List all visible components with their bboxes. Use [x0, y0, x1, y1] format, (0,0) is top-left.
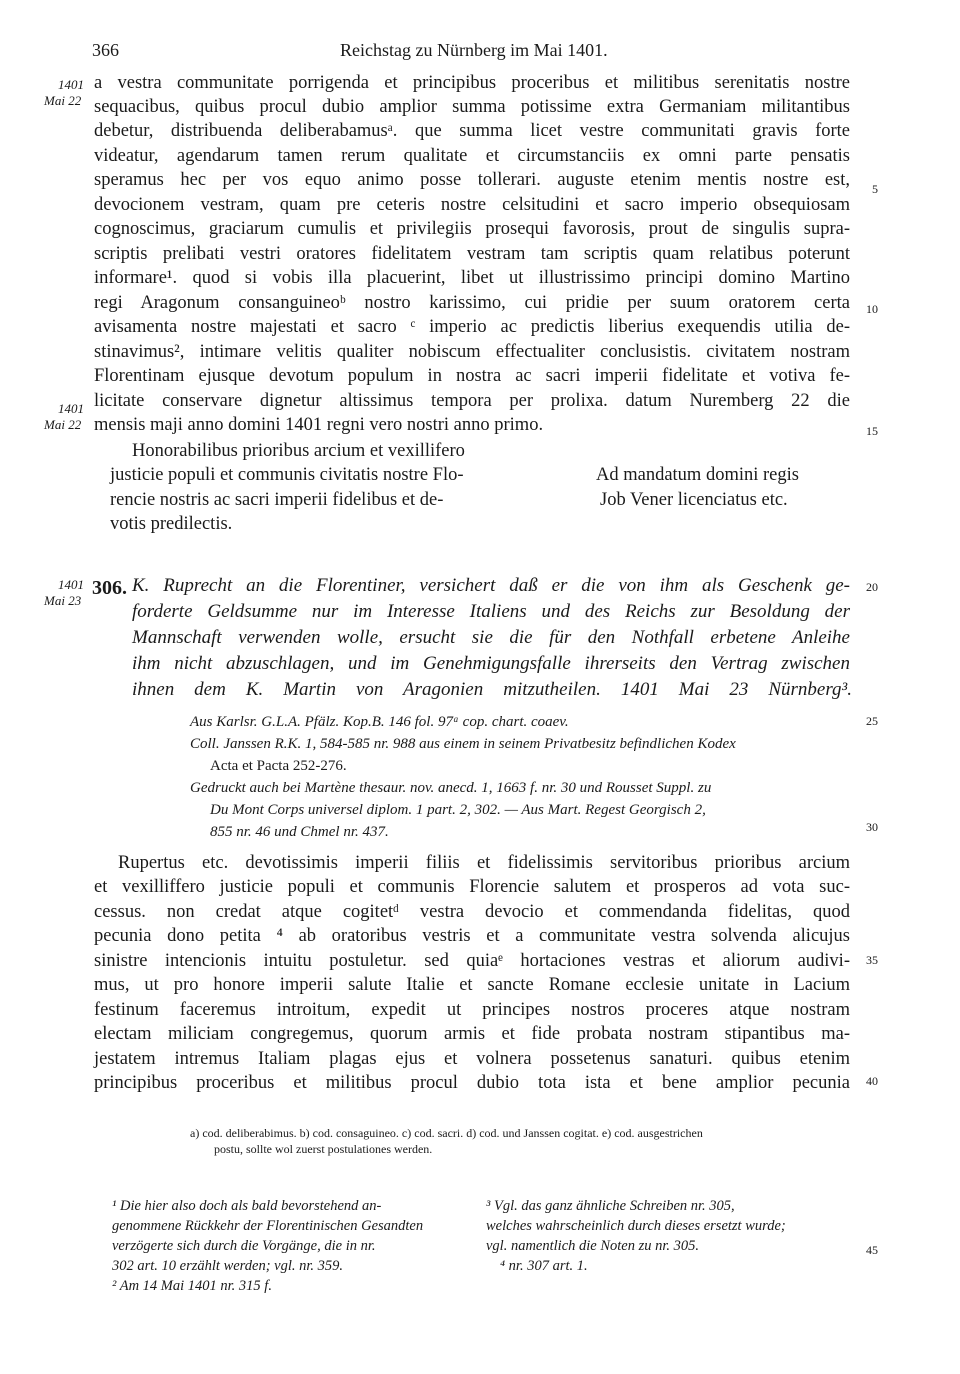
document-number: 306.: [92, 577, 127, 599]
regest-line: ihnen dem K. Martin von Aragonien mitzutheilen. 1401 Mai 23 Nürnberg³.: [132, 679, 852, 700]
regest-line: ihm nicht abzuschlagen, und im Genehmigungsfalle ihrerseits den Vertrag zwischen: [132, 653, 850, 674]
letter-line: mus, ut pro honore imperii salute Italie et sancte Romane ecclesie unitate in Lacium: [94, 975, 850, 995]
source-line: Coll. Janssen R.K. 1, 584-585 nr. 988 aus einem in seinem Privatbesitz befindlichen Kodex: [190, 736, 736, 752]
address-line: Honorabilibus prioribus arcium et vexillifero: [132, 441, 465, 461]
letter-line: informare¹. quod si vobis illa placuerint, libet ut illustrissimo principi domino Martino: [94, 268, 850, 288]
letter-line: cessus. non credat atque cogitetᵈ vestra devocio et commendanda fidelitas, quod: [94, 902, 850, 922]
address-line: justicie populi et communis civitatis nostre Flo-: [110, 465, 464, 485]
line-number: 15: [866, 424, 878, 438]
letter-line: electam miliciam congregemus, quorum armis et fide probata nostram stipantibus ma-: [94, 1024, 850, 1044]
letter-line: avisamenta nostre majestati et sacro ᶜ imperio ac predictis liberius exequendis utilia de-: [94, 317, 850, 337]
source-line: Aus Karlsr. G.L.A. Pfälz. Kop.B. 146 fol. 97ᵃ cop. chart. coaev.: [190, 714, 569, 730]
address-line: rencie nostris ac sacri imperii fidelibus et de-: [110, 490, 444, 510]
letter-line: regi Aragonum consanguineoᵇ nostro karissimo, cui pridie per suum oratorem certa: [94, 293, 850, 313]
margin-year: 1401: [58, 401, 84, 416]
letter-line: et vexilliffero justicie populi et communis Florencie salutem et prosperos ad vota suc-: [94, 877, 850, 897]
regest-line: K. Ruprecht an die Florentiner, versichert daß er die von ihm als Geschenk ge-: [132, 575, 850, 596]
line-number: 45: [866, 1243, 878, 1257]
footnote-line: genommene Rückkehr der Florentinischen Gesandten: [112, 1218, 424, 1234]
footnote-line: ¹ Die hier also doch als bald bevorstehend an-: [112, 1198, 382, 1214]
letter-line: principibus proceribus et militibus procul dubio tota ista et bene amplior pecunia: [94, 1073, 850, 1093]
footnote-line: verzögerte sich durch die Vorgänge, die in nr.: [112, 1238, 376, 1254]
margin-day: Mai 22: [44, 93, 82, 108]
letter-line: scriptis prelibati vestri oratores fidelitatem vestram tam scriptis quam relatibus poterunt: [94, 244, 850, 264]
letter-line: Florentinam ejusque devotum populum in nostra ac sacri imperii fidelitate et votiva fe-: [94, 366, 850, 386]
regest-line: Mannschaft verwenden wolle, ersucht sie die für den Nothfall erbetene Anleihe: [132, 627, 850, 648]
letter-line: stinavimus², intimare velitis qualiter nobiscum effectualiter conclusistis. civitatem nostram: [94, 342, 850, 362]
page-number: 366: [92, 40, 119, 60]
source-line: Du Mont Corps universel diplom. 1 part. 2, 302. — Aus Mart. Regest Georgisch 2,: [210, 802, 706, 818]
letter-line: debetur, distribuenda deliberabamusᵃ. que summa licet vestre communitati gravis forte: [94, 121, 850, 141]
source-line: 855 nr. 46 und Chmel nr. 437.: [210, 824, 389, 840]
annotation-line: a) cod. deliberabimus. b) cod. consaguineo. c) cod. sacri. d) cod. und Janssen cogitat. e) cod. ausgestrichen: [190, 1126, 703, 1140]
running-title: Reichstag zu Nürnberg im Mai 1401.: [340, 40, 608, 60]
letter-line: devocionem vestram, quam pre ceteris nostre celsitudini et sacro imperio obsequiosam: [94, 195, 850, 215]
margin-year: 1401: [58, 77, 84, 92]
letter-line: festinum faceremus introitum, expedit ut principes nostros proceres atque nostram: [94, 1000, 850, 1020]
footnote-line: vgl. namentlich die Noten zu nr. 305.: [486, 1238, 700, 1254]
mandate-line: Ad mandatum domini regis: [596, 465, 799, 485]
margin-day: Mai 22: [44, 417, 82, 432]
footnote-line: 302 art. 10 erzählt werden; vgl. nr. 359.: [112, 1258, 344, 1274]
line-number: 30: [866, 820, 878, 834]
address-line: votis predilectis.: [110, 514, 233, 534]
line-number: 20: [866, 580, 878, 594]
source-line: Acta et Pacta 252-276.: [210, 758, 347, 774]
letter-line: cognoscimus, graciarum cumulis et privilegiis prosequi favorosis, prout de singulis supra-: [94, 219, 850, 239]
footnote-line: ³ Vgl. das ganz ähnliche Schreiben nr. 305,: [486, 1198, 735, 1214]
regest-line: forderte Geldsumme nur im Interesse Italiens und des Reichs zur Besoldung der: [132, 601, 850, 622]
margin-day: Mai 23: [44, 593, 82, 608]
line-number: 35: [866, 953, 878, 967]
line-number: 40: [866, 1074, 878, 1088]
line-number: 25: [866, 714, 878, 728]
letter-line: sequacibus, quibus procul dubio amplior summa potissime extra Germaniam militantibus: [94, 97, 850, 117]
footnote-line: welches wahrscheinlich durch dieses ersetzt wurde;: [486, 1218, 786, 1234]
letter-line: speramus hec per vos equo animo posse tollerari. auguste etenim mentis nostre est,: [94, 170, 850, 190]
letter-line: sinistre intencionis intuitu postuletur. sed quiaᵉ hortaciones vestras et aliorum audivi-: [94, 951, 850, 971]
annotation-line: postu, sollte wol zuerst postulationes werden.: [214, 1142, 433, 1156]
letter-line: Rupertus etc. devotissimis imperii filiis et fidelissimis servitoribus prioribus arcium: [118, 853, 850, 873]
source-line: Gedruckt auch bei Martène thesaur. nov. anecd. 1, 1663 f. nr. 30 und Rousset Suppl. zu: [190, 780, 712, 796]
letter-line: licitate conservare dignetur altissimus tempora per prolixa. datum Nuremberg 22 die: [94, 391, 850, 411]
letter-line: jestatem intremus Italiam plagas ejus et volnera possetenus sanaturi. quibus etenim: [94, 1049, 850, 1069]
mandate-line: Job Vener licenciatus etc.: [600, 490, 788, 510]
letter-line: pecunia dono petita ⁴ ab oratoribus vestris et a communitate vestra solvenda alicujus: [94, 926, 850, 946]
footnote-line: ⁴ nr. 307 art. 1.: [500, 1258, 588, 1274]
footnote-line: ² Am 14 Mai 1401 nr. 315 f.: [112, 1278, 272, 1294]
letter-line: a vestra communitate porrigenda et principibus proceribus et militibus serenitatis nostre: [94, 73, 850, 93]
line-number: 10: [866, 302, 878, 316]
margin-year: 1401: [58, 577, 84, 592]
line-number: 5: [872, 182, 878, 196]
letter-line: videatur, agendarum tamen rerum qualitate et circumstanciis ex omni parte pensatis: [94, 146, 850, 166]
letter-line: mensis maji anno domini 1401 regni vero nostri anno primo.: [94, 415, 544, 435]
